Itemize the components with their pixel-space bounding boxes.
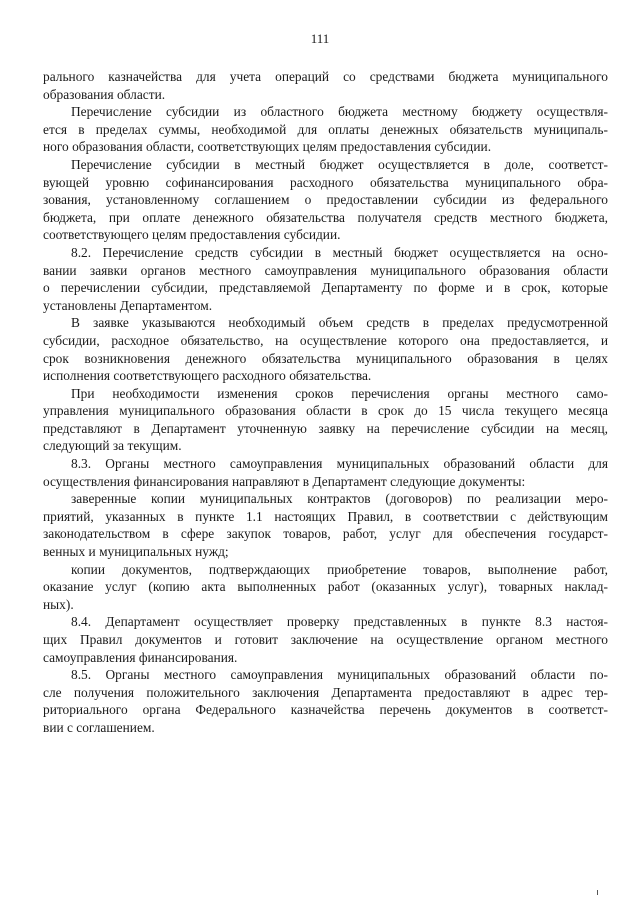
text-line: вании заявки органов местного самоуправления муниципального образования области bbox=[43, 262, 608, 278]
text-line: сле получения положительного заключения Департамента предоставляют в адрес тер- bbox=[43, 684, 608, 700]
paragraph bbox=[43, 385, 608, 455]
text-line: представляют в Департамент уточненную заявку на перечисление субсидии на месяц, bbox=[43, 420, 608, 436]
text-line: Перечисление субсидии из областного бюджета местному бюджету осуществля- bbox=[71, 104, 608, 120]
document-body bbox=[43, 68, 608, 737]
text-line: заверенные копии муниципальных контрактов (договоров) по реализации меро- bbox=[71, 491, 608, 507]
text-line: субсидии, расходное обязательство, на осуществление которого она предоставляется, и bbox=[43, 332, 608, 348]
text-line: приятий, указанных в пункте 1.1 настоящих Правил, в соответствии с действующим bbox=[43, 508, 608, 524]
text-line: осуществления финансирования направляют в Департамент следующие документы: bbox=[43, 473, 526, 489]
text-line: щих Правил документов и готовит заключение на осуществление органом местного bbox=[43, 632, 608, 647]
text-line: В заявке указываются необходимый объем средств в пределах предусмотренной bbox=[71, 315, 608, 331]
paragraph bbox=[43, 455, 608, 490]
text-line: ется в пределах суммы, необходимой для оплаты денежных обязательств муниципаль- bbox=[43, 121, 608, 137]
paragraph bbox=[43, 244, 608, 314]
paragraph bbox=[43, 103, 608, 156]
paragraph bbox=[43, 156, 608, 244]
paragraph bbox=[43, 561, 608, 614]
text-line: соответствующего целям предоставления субсидии. bbox=[43, 227, 341, 243]
text-line: 8.3. Органы местного самоуправления муниципальных образований области для bbox=[71, 456, 608, 472]
text-line: установлены Департаментом. bbox=[43, 297, 213, 313]
text-line: зования, установленному соглашением о предоставлении субсидии из федерального bbox=[43, 192, 608, 208]
text-line: ных). bbox=[43, 596, 74, 612]
text-line: Перечисление субсидии в местный бюджет осуществляется в доле, соответст- bbox=[71, 156, 608, 172]
paragraph bbox=[43, 613, 608, 666]
text-line: образования области. bbox=[43, 86, 166, 102]
text-line: вующей уровню софинансирования расходного обязательства муниципального обра- bbox=[43, 174, 608, 190]
paragraph bbox=[43, 68, 608, 103]
text-line: 8.2. Перечисление средств субсидии в местный бюджет осуществляется на осно- bbox=[71, 244, 608, 260]
text-line: следующий за текущим. bbox=[43, 438, 182, 454]
text-line: оказание услуг (копию акта выполненных работ (оказанных услуг), товарных наклад- bbox=[43, 579, 608, 595]
paragraph bbox=[43, 314, 608, 384]
text-line: законодательством в сфере закупок товаров, работ, услуг для обеспечения государст- bbox=[43, 526, 608, 542]
text-line: рального казначейства для учета операций со средствами бюджета муниципального bbox=[43, 69, 608, 84]
text-line: бюджета, при оплате денежного обязательства получателя средств местного бюджета, bbox=[43, 209, 608, 225]
text-line: риториального органа Федерального казначейства перечень документов в соответст- bbox=[43, 702, 608, 718]
text-line: о перечислении субсидии, представляемой Департаменту по форме и в срок, которые bbox=[43, 280, 608, 296]
text-line: 8.5. Органы местного самоуправления муниципальных образований области по- bbox=[71, 667, 608, 683]
page-number: 111 bbox=[310, 31, 330, 46]
text-line: При необходимости изменения сроков перечисления органы местного само- bbox=[71, 385, 608, 401]
text-line: срок возникновения денежного обязательства муниципального образования в целях bbox=[43, 350, 608, 366]
text-line: 8.4. Департамент осуществляет проверку представленных в пункте 8.3 настоя- bbox=[71, 614, 608, 630]
paragraph bbox=[43, 490, 608, 560]
text-line: копии документов, подтверждающих приобретение товаров, выполнение работ, bbox=[71, 561, 608, 577]
scan-speck bbox=[597, 890, 598, 895]
text-line: венных и муниципальных нужд; bbox=[43, 544, 229, 560]
paragraph bbox=[43, 666, 608, 736]
text-line: вии с соглашением. bbox=[43, 719, 155, 735]
text-line: исполнения соответствующего расходного обязательства. bbox=[43, 368, 372, 384]
text-line: ного образования области, соответствующих целям предоставления субсидии. bbox=[43, 139, 492, 155]
text-line: самоуправления финансирования. bbox=[43, 649, 238, 665]
text-line: управления муниципального образования области в срок до 15 числа текущего месяца bbox=[43, 403, 608, 419]
